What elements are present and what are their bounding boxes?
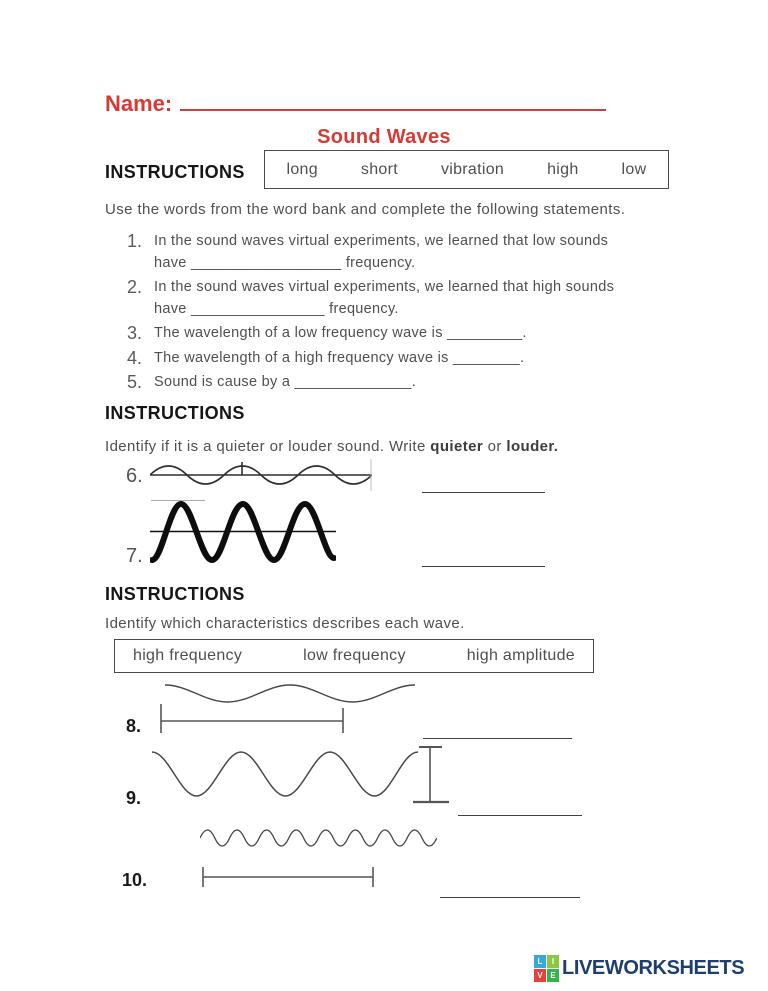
low-frequency-wave-image	[165, 680, 415, 707]
list-item	[127, 231, 687, 274]
bold-word-quieter: quieter	[430, 438, 484, 455]
word-bank-1-word: vibration	[440, 160, 505, 178]
logo-square-l: L	[534, 955, 546, 968]
bold-word-louder: louder.	[506, 438, 559, 455]
logo-square-v: V	[534, 969, 546, 982]
item-number: 3.	[127, 323, 143, 343]
logo-square-i: I	[547, 955, 559, 968]
wavelength-measure-bracket-10	[202, 864, 374, 888]
list-item	[127, 277, 687, 320]
quiet-low-amplitude-wave-image	[150, 455, 372, 495]
item-number: 2.	[127, 277, 143, 297]
question-6-number: 6.	[126, 465, 143, 487]
answer-blank-6[interactable]	[422, 474, 545, 493]
fill-in-list	[127, 231, 687, 397]
item-number: 4.	[127, 347, 143, 368]
instructions-heading-3: INSTRUCTIONS	[105, 584, 245, 604]
item-number: 5.	[127, 372, 143, 392]
answer-blank-8[interactable]	[423, 720, 572, 739]
item-number: 1.	[127, 231, 143, 251]
page-title: Sound Waves	[317, 126, 451, 148]
instructions-heading-2: INSTRUCTIONS	[105, 403, 245, 423]
instructions-text-2: Identify if it is a quieter or louder sound. Write quieter or louder.	[105, 438, 559, 455]
item-text[interactable]: In the sound waves virtual experiments, we learned that high sounds have ________________ frequency.	[154, 279, 615, 317]
liveworksheets-brand	[534, 955, 744, 982]
loud-high-amplitude-wave-image	[150, 496, 336, 566]
answer-blank-9[interactable]	[458, 798, 582, 816]
high-frequency-wave-image	[200, 827, 437, 849]
word-bank-2	[114, 639, 594, 673]
instructions-text-3: Identify which characteristics describes each wave.	[105, 615, 465, 632]
word-bank-1	[264, 150, 669, 189]
question-9-number: 9.	[126, 788, 142, 808]
instructions-heading-1: INSTRUCTIONS	[105, 162, 245, 182]
list-item	[127, 348, 687, 370]
name-answer-line[interactable]	[180, 87, 606, 111]
instructions-text-1: Use the words from the word bank and complete the following statements.	[105, 201, 626, 218]
question-10-number: 10.	[122, 870, 148, 890]
name-row	[105, 87, 606, 117]
word-bank-1-word: high	[547, 160, 579, 178]
item-text[interactable]: Sound is cause by a ______________.	[154, 374, 417, 390]
word-bank-2-word: low frequency	[303, 647, 406, 664]
wavelength-measure-bracket-8	[160, 704, 344, 734]
item-text[interactable]: The wavelength of a high frequency wave is ________.	[154, 349, 525, 366]
amplitude-measure-bar-9	[413, 744, 450, 806]
liveworksheets-logo-icon	[534, 955, 559, 982]
item-text[interactable]: The wavelength of a low frequency wave is _________.	[154, 325, 527, 341]
question-7-number: 7.	[126, 545, 143, 567]
answer-blank-10[interactable]	[440, 880, 580, 898]
brand-wordmark: LIVEWORKSHEETS	[562, 957, 745, 979]
high-amplitude-wave-image	[152, 744, 418, 804]
logo-square-e: E	[547, 969, 559, 982]
word-bank-1-word: short	[360, 160, 398, 178]
word-bank-1-word: low	[621, 160, 647, 178]
question-8-number: 8.	[126, 716, 142, 736]
word-bank-2-word: high amplitude	[466, 647, 575, 664]
answer-blank-7[interactable]	[422, 548, 545, 567]
item-text[interactable]: In the sound waves virtual experiments, we learned that low sounds have __________________ frequency.	[154, 233, 609, 271]
word-bank-2-word: high frequency	[133, 647, 243, 664]
list-item	[127, 323, 687, 345]
name-label: Name:	[105, 91, 173, 116]
word-bank-1-word: long	[286, 160, 318, 178]
list-item	[127, 372, 687, 394]
